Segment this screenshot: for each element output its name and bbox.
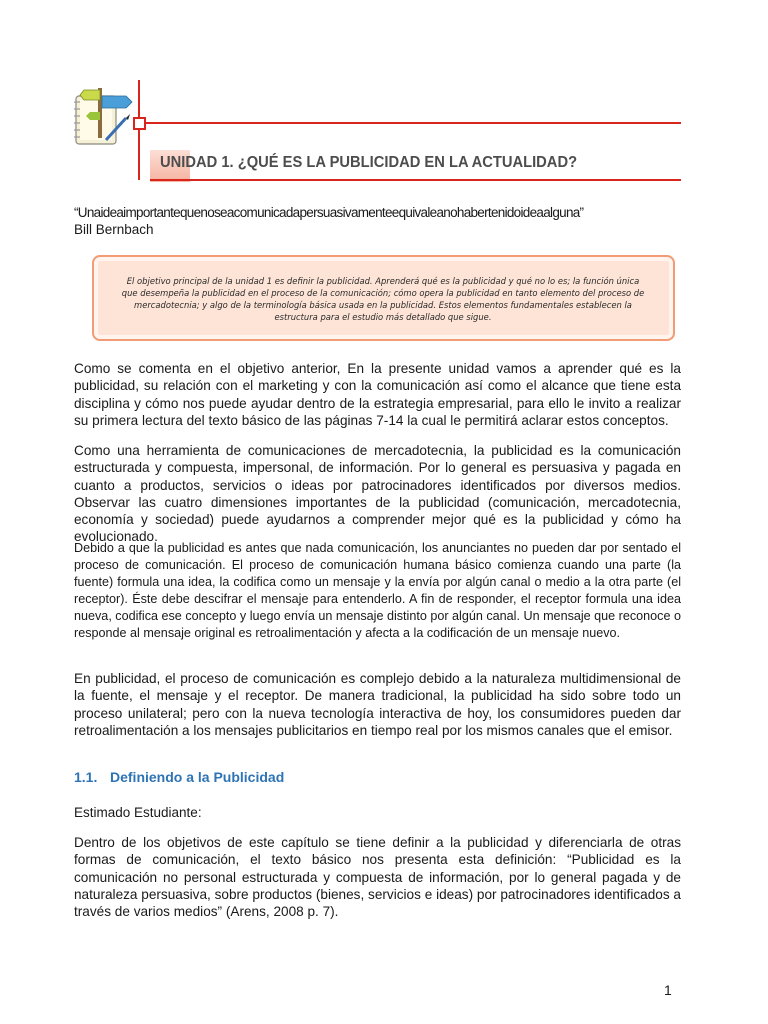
page-number: 1 (664, 982, 672, 998)
paragraph-arens-definition: Dentro de los objetivos de este capítulo se tiene definir a la publicidad y diferenciarla de otras formas de comunicación, el texto básico nos presenta esta definición: “Publicidad es la comunicación no personal estructurada y compuesta de información, por lo general pagada y de naturaleza persuasiva, sobre productos (bienes, servicios e ideas) por patrocinadores identificados a través de varios medios” (Arens, 2008 p. 7). (74, 835, 681, 920)
objective-box (92, 255, 675, 341)
section-heading (74, 769, 284, 785)
paragraph-definition: Como una herramienta de comunicaciones de mercadotecnia, la publicidad es la comunicación estructurada y compuesta, impersonal, de información. Por lo general es persuasiva y pagada en cuanto a productos, servicios o ideas por patrocinadores identificados por diversos medios. Observar las cuatro dimensiones importantes de la publicidad (comunicación, mercadotecnia, economía y sociedad) puede ayudarnos a comprender mejor qué es la publicidad y cómo ha evolucionado. (74, 443, 681, 545)
objective-text: El objetivo principal de la unidad 1 es definir la publicidad. Aprenderá qué es la publicidad y qué no lo es; la función única que desempeña la publicidad en el proceso de la comunicación; cómo opera la publicidad en tanto elemento del proceso de mercadotecnia; y algo de la terminología básica usada en la publicidad. Estos elementos fundamentales establecen la estructura para el estudio más detallado que sigue. (121, 276, 645, 322)
paragraph-intro: Como se comenta en el objetivo anterior, En la presente unidad vamos a aprender qué es la publicidad, su relación con el marketing y con la comunicación así como el alcance que tiene esta disciplina y cómo nos puede ayudar dentro de la estrategia empresarial, para ello le invito a realizar su primera lectura del texto básico de las páginas 7-14 la cual le permitirá aclarar estos conceptos. (74, 361, 681, 428)
unit-title: UNIDAD 1. ¿QUÉ ES LA PUBLICIDAD EN LA ACTUALIDAD? (160, 154, 578, 171)
quote-text: “Unaideaimportantequenoseacomunicadapersuasivamenteequivaleanohabertenidoideaalguna” (74, 205, 584, 220)
section-title: Definiendo a la Publicidad (110, 769, 285, 785)
paragraph-communication-process: Debido a que la publicidad es antes que nada comunicación, los anunciantes no pueden dar por sentado el proceso de comunicación. El proceso de comunicación humana básico comienza cuando una parte (la fuente) formula una idea, la codifica como un mensaje y la envía por algún canal o medio a la otra parte (el receptor). Éste debe descifrar el mensaje para entenderlo. A fin de responder, el receptor formula una idea nueva, codifica ese concepto y luego envía un mensaje distinto por algún canal. Un mensaje que reconoce o responde al mensaje original es retroalimentación y afecta a la codificación de un mensaje nuevo. (74, 541, 681, 640)
header-rule-marker (133, 117, 146, 130)
notebook-signpost-logo-icon (70, 82, 140, 148)
greeting: Estimado Estudiante: (74, 805, 202, 820)
header-top-rule (146, 122, 681, 124)
title-underline (150, 179, 681, 181)
header-vertical-rule (138, 80, 140, 180)
quote-author: Bill Bernbach (74, 222, 154, 237)
opening-quote (74, 204, 694, 238)
paragraph-feedback: En publicidad, el proceso de comunicación es complejo debido a la naturaleza multidimensional de la fuente, el mensaje y el receptor. De manera tradicional, la publicidad ha sido sobre todo un proceso unilateral; pero con la nueva tecnología interactiva de hoy, los consumidores pueden dar retroalimentación a los mensajes publicitarios en tiempo real por los mismos canales que el emisor. (74, 671, 681, 738)
section-number: 1.1. (74, 769, 98, 785)
